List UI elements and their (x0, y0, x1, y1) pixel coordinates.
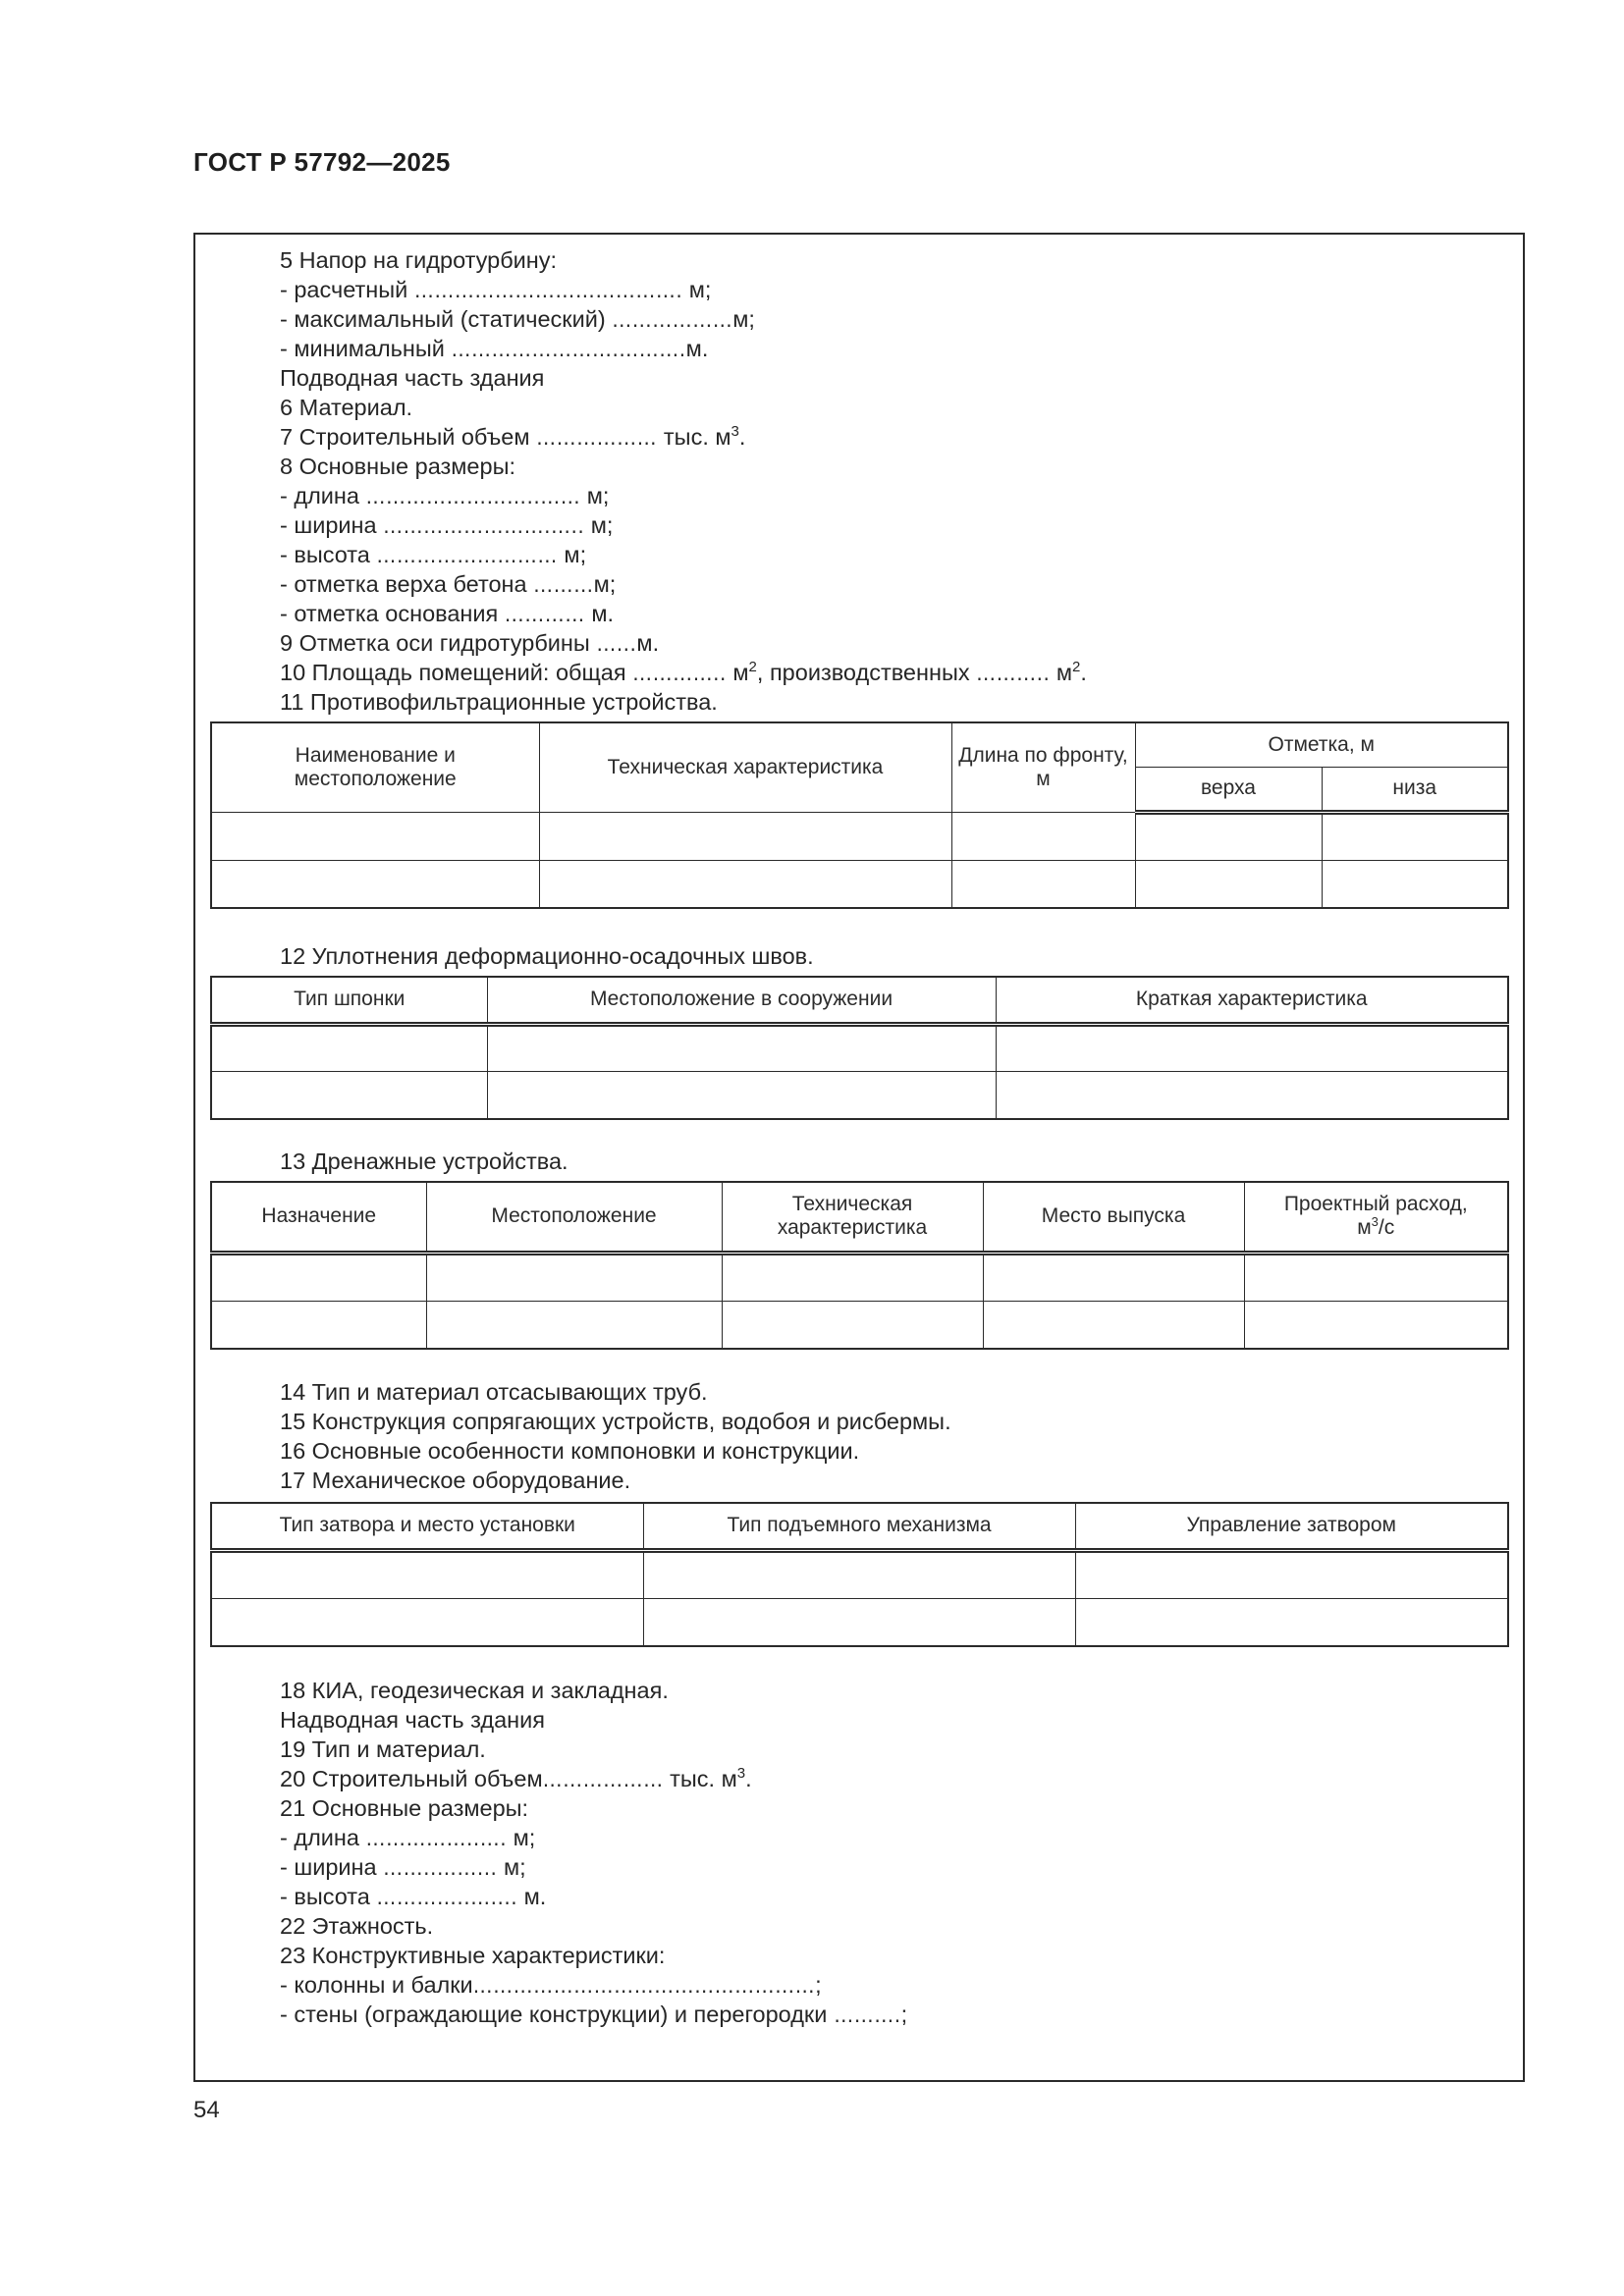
line-item-18: 18 КИА, геодезическая и закладная. (280, 1678, 669, 1703)
line-item-20 (280, 1765, 752, 1793)
cell (211, 1301, 426, 1349)
line-item-12: 12 Уплотнения деформационно-осадочных швов. (280, 943, 814, 969)
unit: м. (685, 336, 709, 361)
period: . (738, 424, 746, 450)
unit: м (726, 660, 749, 685)
header-mark: Отметка, м (1135, 722, 1508, 767)
header-gate-control: Управление затвором (1075, 1503, 1508, 1550)
cell (1322, 860, 1508, 908)
header-tech-characteristic: Техническая характеристика (722, 1182, 983, 1253)
unit: м; (584, 512, 614, 538)
header-key-type: Тип шпонки (211, 977, 487, 1024)
line-item-15: 15 Конструкция сопрягающих устройств, водобоя и рисбермы. (280, 1409, 951, 1434)
cell (996, 1071, 1508, 1119)
line-width-2 (280, 1853, 526, 1882)
unit: м (1357, 1216, 1372, 1240)
line-item-22: 22 Этажность. (280, 1913, 434, 1939)
label: Проектный расход, (1283, 1193, 1468, 1216)
unit: м; (507, 1825, 536, 1850)
leader-dots: ……….. (976, 662, 1051, 685)
table-anti-filtration (210, 721, 1509, 909)
cell (211, 1550, 643, 1598)
line-item-11: 11 Противофильтрационные устройства. (280, 689, 718, 715)
leader-dots: …………………………………. (413, 279, 683, 302)
text: 20 Строительный объем (280, 1766, 543, 1791)
cell (539, 812, 951, 860)
line-length-2 (280, 1824, 535, 1852)
unit: м (1050, 660, 1073, 685)
leader-dots: …………..….... (376, 1886, 518, 1909)
cell (643, 1550, 1075, 1598)
header-bottom: низа (1322, 767, 1508, 812)
cell (539, 860, 951, 908)
cell (426, 1253, 722, 1301)
text: , производственных (756, 660, 977, 685)
cell (211, 812, 539, 860)
text: - колонны и балки (280, 1972, 473, 1998)
line-item-8: 8 Основные размеры: (280, 454, 515, 479)
text: - длина (280, 483, 359, 508)
line-item-6: 6 Материал. (280, 395, 413, 420)
text: 9 Отметка оси гидротурбины (280, 630, 590, 656)
header-outlet-place: Место выпуска (983, 1182, 1244, 1253)
cell (643, 1598, 1075, 1646)
cell (1244, 1253, 1508, 1301)
cell (983, 1253, 1244, 1301)
line-concrete-top (280, 570, 616, 599)
cell (211, 1071, 487, 1119)
text: - отметка верха бетона (280, 571, 527, 597)
cell (211, 1253, 426, 1301)
unit: м; (580, 483, 610, 508)
text: - стены (ограждающие конструкции) и перегородки (280, 2002, 828, 2027)
unit: м. (584, 601, 615, 626)
line-height (280, 541, 586, 569)
text: - ширина (280, 1854, 377, 1880)
unit: м; (732, 306, 755, 332)
cell (951, 812, 1135, 860)
line-item-23: 23 Конструктивные характеристики: (280, 1943, 666, 1968)
cell (1244, 1301, 1508, 1349)
leader-dots: …………………………………………… (472, 1974, 816, 1998)
cell (1135, 860, 1322, 908)
header-gate-type: Тип затвора и место установки (211, 1503, 643, 1550)
unit: м; (497, 1854, 526, 1880)
text: 10 Площадь помещений: общая (280, 660, 626, 685)
cell (1075, 1550, 1508, 1598)
header-location: Местоположение в сооружении (487, 977, 996, 1024)
cell (1075, 1598, 1508, 1646)
superscript: 2 (748, 659, 757, 675)
unit: м; (682, 277, 712, 302)
text: - отметка основания (280, 601, 499, 626)
cell (1135, 812, 1322, 860)
punct: ; (815, 1972, 822, 1998)
line-item-5: 5 Напор на гидротурбину: (280, 247, 558, 273)
unit: м. (636, 630, 660, 656)
leader-dots: …………………….………. (451, 338, 686, 361)
cell (211, 1598, 643, 1646)
line-walls-partitions (280, 2001, 907, 2029)
line-item-10 (280, 659, 1087, 687)
document-code: ГОСТ Р 57792—2025 (193, 147, 451, 177)
leader-dots: ………. (827, 2003, 901, 2027)
leader-dots: ……………………..…… (365, 485, 581, 508)
text: 7 Строительный объем (280, 424, 530, 450)
cell (722, 1301, 983, 1349)
punct: ; (900, 2002, 908, 2027)
header-purpose: Назначение (211, 1182, 426, 1253)
header-lifting-mechanism: Тип подъемного механизма (643, 1503, 1075, 1550)
cell (951, 860, 1135, 908)
leader-dots: ……..……... (383, 1856, 498, 1880)
superscript: 3 (736, 1765, 746, 1782)
leader-dots: ……………… (612, 308, 733, 332)
line-item-7 (280, 423, 745, 452)
unit-tail: /с (1378, 1216, 1395, 1240)
cell (426, 1301, 722, 1349)
text: - минимальный (280, 336, 445, 361)
header-name-location: Наименование и местоположение (211, 722, 539, 812)
text: - расчетный (280, 277, 408, 302)
line-item-19: 19 Тип и материал. (280, 1736, 486, 1762)
text: - высота (280, 1884, 370, 1909)
text: - длина (280, 1825, 359, 1850)
leader-dots: ……………… (536, 426, 664, 450)
cell (983, 1301, 1244, 1349)
unit: м; (593, 571, 617, 597)
period: . (745, 1766, 752, 1791)
superscript: 3 (1371, 1214, 1379, 1230)
line-item-14: 14 Тип и материал отсасывающих труб. (280, 1379, 708, 1405)
line-head-max (280, 305, 755, 334)
text: - максимальный (статический) (280, 306, 606, 332)
page-number: 54 (193, 2097, 220, 2123)
line-columns-beams (280, 1971, 822, 2000)
line-width (280, 511, 613, 540)
cell (487, 1024, 996, 1071)
section-underwater-part: Подводная часть здания (280, 365, 545, 391)
cell (722, 1253, 983, 1301)
header-location: Местоположение (426, 1182, 722, 1253)
leader-dots: ……… (533, 573, 594, 597)
header-brief-characteristic: Краткая характеристика (996, 977, 1508, 1024)
header-tech-characteristic: Техническая характеристика (539, 722, 951, 812)
line-head-design (280, 276, 711, 304)
cell (996, 1024, 1508, 1071)
unit: тыс. м (663, 424, 731, 450)
header-top: верха (1135, 767, 1322, 812)
header-design-flow (1244, 1182, 1508, 1253)
line-length (280, 482, 609, 510)
leader-dots: ……………………… (376, 544, 558, 567)
leader-dots: ……………… (542, 1768, 664, 1791)
table-drainage (210, 1181, 1509, 1350)
line-item-21: 21 Основные размеры: (280, 1795, 529, 1821)
text: - высота (280, 542, 370, 567)
section-above-water-part: Надводная часть здания (280, 1707, 546, 1733)
line-head-min (280, 335, 708, 363)
leader-dots: …………………….….. (383, 514, 585, 538)
cell (487, 1071, 996, 1119)
line-height-2 (280, 1883, 546, 1911)
leader-dots: ………… (504, 603, 585, 626)
leader-dots: ……………..…. (365, 1827, 508, 1850)
table-mechanical-equipment (210, 1502, 1509, 1647)
table-seal-joints (210, 976, 1509, 1120)
superscript: 2 (1072, 659, 1081, 675)
header-front-length: Длина по фронту, м (951, 722, 1135, 812)
unit: тыс. м (663, 1766, 737, 1791)
unit: м; (557, 542, 587, 567)
superscript: 3 (731, 423, 739, 440)
line-item-9 (280, 629, 659, 658)
cell (211, 1024, 487, 1071)
cell (211, 860, 539, 908)
text: - ширина (280, 512, 377, 538)
line-base-mark (280, 600, 614, 628)
leader-dots: ………….. (632, 662, 727, 685)
line-item-17: 17 Механическое оборудование. (280, 1468, 631, 1493)
line-item-13: 13 Дренажные устройства. (280, 1148, 568, 1174)
leader-dots: …... (596, 632, 637, 656)
unit: м. (517, 1884, 547, 1909)
cell (1322, 812, 1508, 860)
line-item-16: 16 Основные особенности компоновки и конструкции. (280, 1438, 860, 1464)
period: . (1080, 660, 1087, 685)
